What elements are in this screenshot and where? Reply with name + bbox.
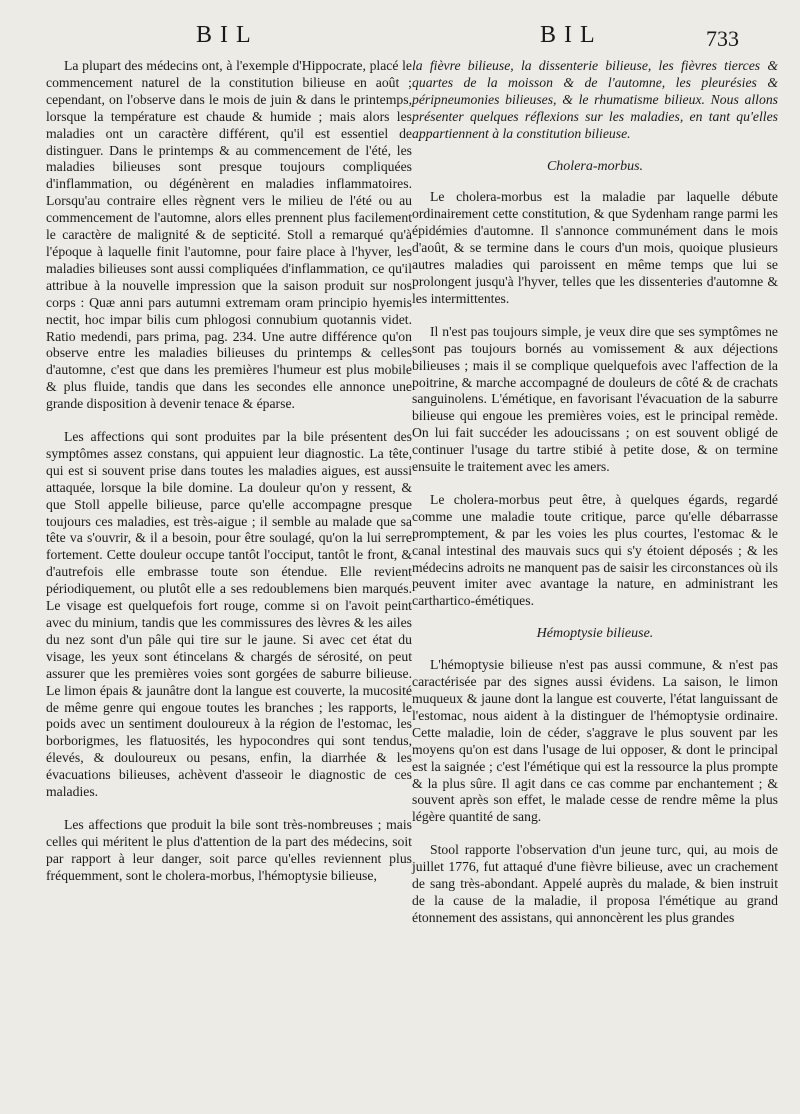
page-number: 733	[706, 26, 739, 51]
paragraph: Le cholera-morbus est la maladie par laquelle débute ordinairement cette constitution, & que Sydenham range parmi les épidémies d'automne. Il s'annonce communément dans le mois d'août, & se termine dans le cours d'un mois, quoique plusieurs autres maladies qui paroissent en même temps que lui se prolongent jusqu'à l'hyver, telles que les dissenteries d'automne & les intermittentes.	[412, 189, 778, 306]
paragraph: L'hémoptysie bilieuse n'est pas aussi commune, & n'est pas caractérisée par des signes aussi évidens. La saison, le limon muqueux & jaune dont la langue est couverte, l'état languissant de l'estomac, nous aident à la distinguer de l'hémoptysie ordinaire. Cette maladie, loin de céder, s'aggrave le plus souvent par les moyens qu'on est dans l'usage de lui opposer, & dont le principal est la saignée ; c'est l'émétique qui est la ressource la plus prompte & la plus sûre. Il agit dans ce cas comme par enchantement ; & souvent après son effet, le malade cesse de rendre même la plus légère quantité de sang.	[412, 657, 778, 825]
running-head-left: BIL	[196, 22, 259, 48]
paragraph: La plupart des médecins ont, à l'exemple d'Hippocrate, placé le commencement naturel de la constitution bilieuse en août ; cependant, on l'observe dans le mois de juin & dans le printemps, lorsque la température est chaude & humide ; mais alors les maladies ont un caractère différent, qu'il est essentiel de distinguer. Dans le printemps & au commencement de l'été, les maladies bilieuses sont presque toujours compliquées d'inflammation, ou dégénèrent en maladies inflammatoires. Lorsqu'au contraire elles règnent vers le milieu de l'été ou au commencement de l'automne, alors elles prennent plus facilement le caractère de malignité & de septicité. Stoll a remarqué qu'à l'époque à laquelle finit l'automne, pour faire place à l'hyver, les maladies bilieuses sont aussi compliquées d'inflammation, ce qu'il attribue à la nouvelle impression que la saison produit sur nos corps : Quæ anni pars autumni extremam oram principio hyemis nectit, hoc impar bilis cum phlogosi connubium quotannis videt. Ratio medendi, pars prima, pag. 234. Une autre différence qu'on observe entre les maladies bilieuses du printemps & celles d'automne, c'est que dans les premières l'humeur est plus mobile & plus fluide, tandis que dans les secondes elle annonce une grande disposition à devenir tenace & éparse.	[46, 58, 412, 412]
paragraph: Il n'est pas toujours simple, je veux dire que ses symptômes ne sont pas toujours bornés au vomissement & aux déjections bilieuses ; mais il se complique quelquefois avec l'affection de la poitrine, & marche accompagné de douleurs de côté & de crachats sanguinolens. L'émétique, en favorisant l'évacuation de la saburre bilieuse qui engoue les premières voies, est le principal remède. On lui fait succéder les adoucissans ; on est souvent obligé de continuer l'usage du tartre stibié à petite dose, & on termine ensuite le traitement avec les amers.	[412, 323, 778, 475]
right-column	[412, 58, 778, 943]
running-head-right: BIL	[540, 22, 603, 48]
paragraph: Stool rapporte l'observation d'un jeune turc, qui, au mois de juillet 1776, fut attaqué d'une fièvre bilieuse, avec un crachement de sang très-abondant. Appelé auprès du malade, & bien instruit de la cause de la maladie, il proposa l'émétique au grand étonnement des assistans, qui annoncèrent les plus grandes	[412, 842, 778, 925]
section-heading-cholera: Cholera-morbus.	[546, 158, 644, 174]
left-column	[46, 58, 412, 901]
section-heading-hemoptysie: Hémoptysie bilieuse.	[536, 626, 654, 642]
paragraph: Le cholera-morbus peut être, à quelques égards, regardé comme une maladie toute critique, parce qu'elle débarrasse promptement, & par les voies les plus courtes, l'estomac & le canal intestinal des mauvais sucs qui s'y étoient déposés ; & les médecins adroits ne manquent pas de saisir les circonstances où ils peuvent imiter avec avantage la nature, en administrant les carthartico-émétiques.	[412, 491, 778, 609]
paragraph: Les affections qui sont produites par la bile présentent des symptômes assez constans, qui appuient leur diagnostic. La tête, qui est si souvent prise dans toutes les maladies aigues, est aussi attaquée, lorsque la bile domine. La douleur qu'on y ressent, & que Stoll appelle bilieuse, parce qu'elle accompagne presque toujours ces maladies, est très-aigue ; il semble au malade que sa tête va s'ouvrir, & il a besoin, pour être soulagé, qu'on la lui serre fortement. Cette douleur occupe tantôt l'occiput, tantôt le front, & d'autrefois elle embrasse toute son étendue. Elle revient périodiquement, ou plutôt elle a ses redoublemens bien marqués. Le visage est quelquefois fort rouge, comme si on l'avoit peint avec du minium, tandis que les commissures des lèvres & les ailes du nez sont d'un pâle qui tire sur le jaune. Si avec cet état du visage, les yeux sont étincelans & chargés de sérosité, on peut assurer que les premières voies sont gorgées de saburre bilieuse. Le limon épais & jaunâtre dont la langue est couverte, la mucosité de même genre qui engoue toutes les branches ; les rapports, le poids avec un sentiment douloureux à la région de l'estomac, les borborigmes, les flatuosités, les hypocondres qui sont tendus, élevés, & douloureux ou pesans, enfin, la diarrhée & les évacuations bilieuses, achèvent d'asseoir le diagnostic de ces maladies.	[46, 429, 412, 800]
paragraph-continued: la fièvre bilieuse, la dissenterie bilieuse, les fièvres tierces & quartes de la moisson & de l'automne, les pleurésies & péripneumonies bilieuses, & le rhumatisme bilieux. Nous allons présenter quelques réflexions sur les maladies, en tant qu'elles appartiennent à la constitution bilieuse.	[412, 58, 778, 141]
paragraph: Les affections que produit la bile sont très-nombreuses ; mais celles qui méritent le plus d'attention de la part des médecins, soit par rapport à leur danger, soit parce qu'elles reviennent plus fréquemment, sont le cholera-morbus, l'hémoptysie bilieuse,	[46, 816, 412, 883]
